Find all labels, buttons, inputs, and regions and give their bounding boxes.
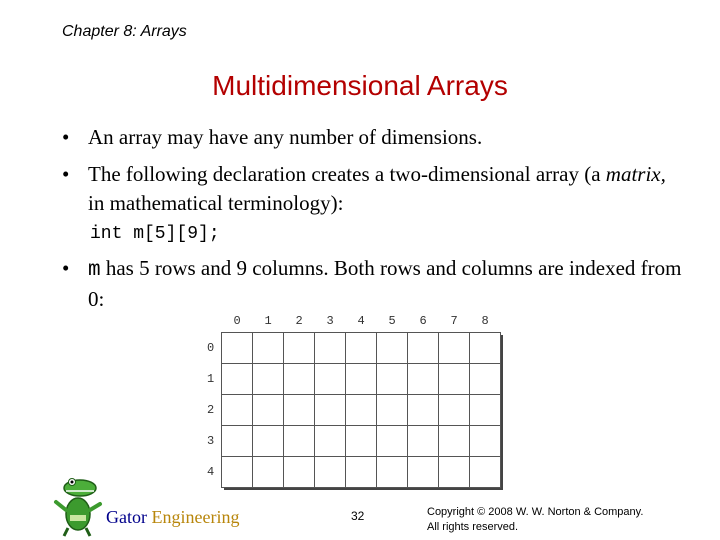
row-index-label: 4 [207,464,215,479]
matrix-cell [438,394,470,426]
column-index-label: 6 [419,314,427,328]
matrix-cell [345,456,377,488]
matrix-cell [283,425,315,457]
row-index-label: 3 [207,433,215,448]
matrix-cell [314,332,346,364]
bullet-dot: • [62,256,70,280]
brand-engineering: Engineering [151,507,240,527]
matrix-cell [469,425,501,457]
row-index-label: 2 [207,402,215,417]
bullet-2 [62,160,682,218]
row-index-label: 1 [207,371,215,386]
matrix-cell [376,425,408,457]
matrix-cell [345,363,377,395]
matrix-cell [438,425,470,457]
matrix-cell [469,456,501,488]
matrix-cell [438,332,470,364]
bullet-1-text: An array may have any number of dimensions. [88,125,483,149]
array-declaration: int m[5][9]; [90,224,220,244]
matrix-cell [407,456,439,488]
matrix-cell [283,332,315,364]
matrix-cell [252,394,284,426]
matrix-cell [314,394,346,426]
matrix-cell [252,456,284,488]
matrix-cell [252,332,284,364]
bullet-dot: • [62,162,70,186]
matrix-cell [376,363,408,395]
matrix-cell [283,363,315,395]
column-index-label: 3 [326,314,334,328]
matrix-cell [469,332,501,364]
column-index-label: 0 [233,314,241,328]
footer-brand [106,507,239,528]
matrix-cell [407,394,439,426]
matrix-cell [314,425,346,457]
row-index-label: 0 [207,340,215,355]
column-index-label: 5 [388,314,396,328]
gator-mascot-icon [50,474,106,538]
copyright-line-1: Copyright © 2008 W. W. Norton & Company. [427,506,644,518]
bullet-3 [62,254,682,314]
matrix-cell [407,425,439,457]
copyright-notice [427,505,643,535]
matrix-cell [469,394,501,426]
variable-m: m [88,259,101,282]
column-index-label: 8 [481,314,489,328]
copyright-line-2: All rights reserved. [427,521,519,533]
matrix-cell [438,456,470,488]
matrix-cell [283,394,315,426]
matrix-cell [314,456,346,488]
matrix-cell [221,456,253,488]
matrix-cell [407,332,439,364]
matrix-cell [221,425,253,457]
bullet-dot: • [62,125,70,149]
matrix-cell [221,363,253,395]
brand-gator: Gator [106,507,147,527]
matrix-cell [407,363,439,395]
matrix-cell [469,363,501,395]
bullet-1 [62,123,682,152]
matrix-cell [221,332,253,364]
chapter-label: Chapter 8: Arrays [62,23,187,40]
column-index-label: 7 [450,314,458,328]
bullet-2-text: The following declaration creates a two-dimensional array (a matrix, in mathematical terminology): [88,162,666,215]
matrix-cell [221,394,253,426]
bullet-3-text: m has 5 rows and 9 columns. Both rows and columns are indexed from 0: [88,256,682,311]
matrix-cell [283,456,315,488]
matrix-cell [252,425,284,457]
matrix-cell [345,394,377,426]
column-index-label: 4 [357,314,365,328]
column-index-label: 1 [264,314,272,328]
matrix-cell [376,394,408,426]
matrix-cell [314,363,346,395]
column-index-label: 2 [295,314,303,328]
matrix-cell [252,363,284,395]
matrix-cell [376,456,408,488]
matrix-cell [345,332,377,364]
matrix-term: matrix, [605,162,666,186]
matrix-cell [376,332,408,364]
slide-title: Multidimensional Arrays [212,70,508,101]
page-number: 32 [351,509,365,523]
matrix-cell [345,425,377,457]
matrix-cell [438,363,470,395]
